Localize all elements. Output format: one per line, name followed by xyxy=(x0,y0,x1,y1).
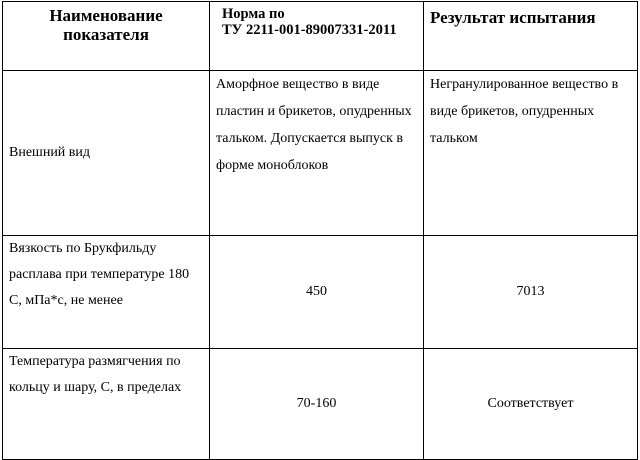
row-result: 7013 xyxy=(516,284,545,299)
row-name: Внешний вид xyxy=(9,145,91,160)
row-result-cell xyxy=(424,71,638,236)
row-result-cell xyxy=(424,349,638,460)
row-result-cell xyxy=(424,236,638,349)
specification-table xyxy=(2,1,638,460)
table-row xyxy=(3,349,638,460)
header-result: Результат испытания xyxy=(430,8,596,27)
header-norm-line2: ТУ 2211-001-89007331-2011 xyxy=(222,22,397,38)
row-norm-cell xyxy=(210,236,424,349)
table-row xyxy=(3,71,638,236)
header-result-cell xyxy=(424,2,638,71)
table-row xyxy=(3,236,638,349)
row-norm: Аморфное вещество в виде пластин и брикетов, опудренных тальком. Допускается выпуск в форме моноблоков xyxy=(216,77,412,173)
header-name-cell xyxy=(3,2,210,71)
row-name: Вязкость по Брукфильду расплава при температуре 180 С, мПа*с, не менее xyxy=(9,241,190,308)
row-norm-cell xyxy=(210,349,424,460)
row-name: Температура размягчения по кольцу и шару, С, в пределах xyxy=(9,354,182,395)
row-norm: 450 xyxy=(306,284,327,299)
row-norm: 70-160 xyxy=(296,396,337,411)
row-name-cell xyxy=(3,71,210,236)
row-name-cell xyxy=(3,349,210,460)
row-result: Негранулированное вещество в виде брикетов, опудренных тальком xyxy=(430,77,619,146)
table-header-row xyxy=(3,2,638,71)
row-name-cell xyxy=(3,236,210,349)
header-name: Наименование показателя xyxy=(49,6,163,44)
row-result: Соответствует xyxy=(487,396,574,411)
row-norm-cell xyxy=(210,71,424,236)
header-norm-cell xyxy=(210,2,424,71)
header-norm-line1: Норма по xyxy=(222,6,285,22)
